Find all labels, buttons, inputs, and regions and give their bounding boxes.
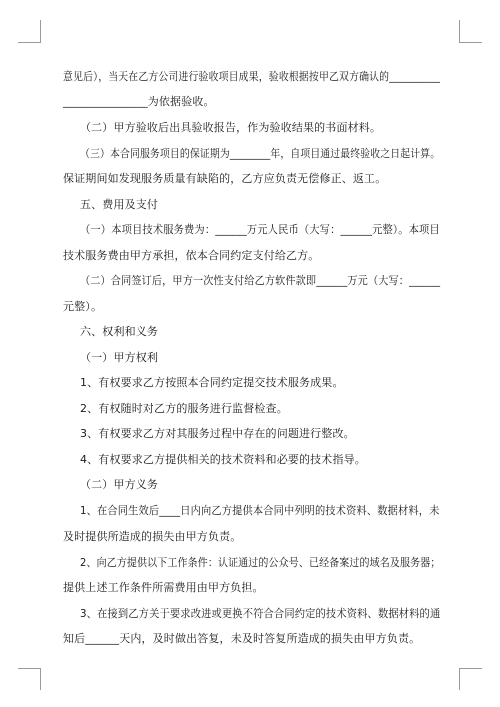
subsection-heading: （一）甲方权利 <box>80 351 159 364</box>
section-heading: 五、费用及支付 <box>80 198 159 211</box>
crop-mark-top-right-v <box>459 20 460 42</box>
list-item: 2、有权随时对乙方的服务进行监督检查。 <box>80 402 288 415</box>
body-line: _______________为依据验收。 <box>63 95 215 108</box>
crop-mark-top-left-v <box>40 20 41 42</box>
section-heading: 六、权利和义务 <box>80 325 159 338</box>
body-line: （二）合同签订后，甲方一次性支付给乙方软件款即______万元（大写：______ <box>80 274 441 287</box>
list-item: 3、在接到乙方关于要求改进或更换不符合合同约定的技术资料、数据材料的通 <box>80 607 441 620</box>
body-line: （三）本合同服务项目的保证期为________年，自项目通过最终验收之日起计算。 <box>80 147 441 160</box>
body-line: 提供上述工作条件所需费用由甲方负担。 <box>63 581 264 594</box>
body-line: （一）本项目技术服务费为：______万元人民币（大写：______元整）。本项目 <box>80 223 440 236</box>
body-line: 知后______天内，及时做出答复，未及时答复所造成的损失由甲方负责。 <box>63 632 421 645</box>
crop-mark-bottom-right-v <box>459 668 460 690</box>
list-item: 3、有权要求乙方对其服务过程中存在的问题进行整改。 <box>80 427 355 440</box>
subsection-heading: （二）甲方义务 <box>80 478 159 491</box>
body-line: 技术服务费由甲方承担，依本合同约定支付给乙方。 <box>63 249 320 262</box>
body-line: 及时提供所造成的损失由甲方负责。 <box>63 530 242 543</box>
body-line: （二）甲方验收后出具验收报告，作为验收结果的书面材料。 <box>80 121 382 134</box>
body-line: 保证期间如发现服务质量有缺陷的，乙方应负责无偿修正、返工。 <box>63 172 387 185</box>
list-item: 1、在合同生效后____日内向乙方提供本合同中列明的技术资料、数据材料，未 <box>80 504 440 517</box>
crop-mark-bottom-right-h <box>459 668 482 669</box>
crop-mark-top-left-h <box>18 42 41 43</box>
list-item: 1、有权要求乙方按照本合同约定提交技术服务成果。 <box>80 376 344 389</box>
body-line: 元整）。 <box>63 300 103 313</box>
crop-mark-bottom-left-v <box>40 668 41 690</box>
body-line: 意见后），当天在乙方公司进行验收项目成果，验收根据按甲乙双方确认的__________ <box>63 70 441 83</box>
list-item: 2、向乙方提供以下工作条件：认证通过的公众号、已经备案过的域名及服务器； <box>80 556 441 569</box>
crop-mark-bottom-left-h <box>18 668 41 669</box>
crop-mark-top-right-h <box>459 42 482 43</box>
list-item: 4、有权要求乙方提供相关的技术资料和必要的技术指导。 <box>80 453 366 466</box>
